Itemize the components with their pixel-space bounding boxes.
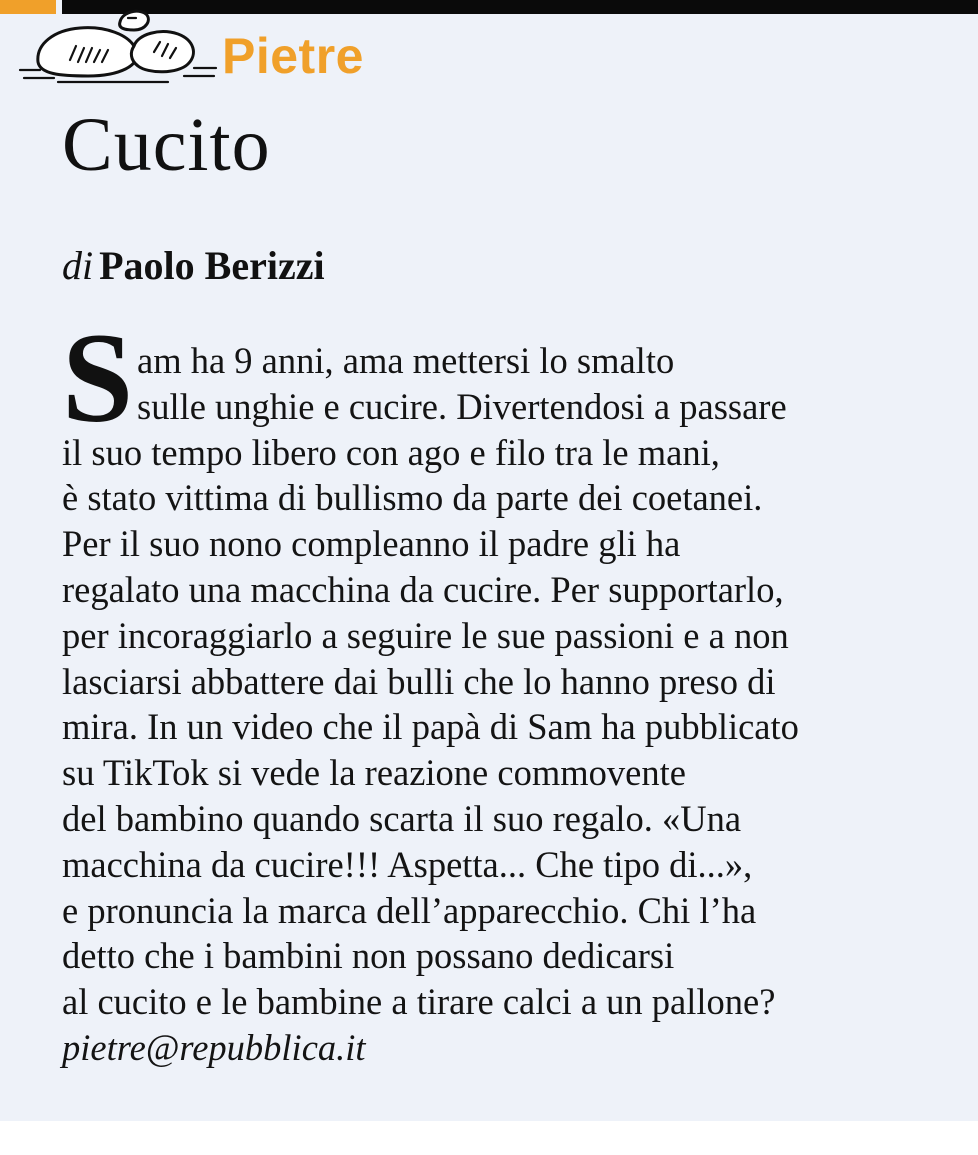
body-line: per incoraggiarlo a seguire le sue passioni e a non — [62, 614, 789, 656]
article-body — [62, 338, 968, 1071]
contact-email-link[interactable]: pietre@repubblica.it — [62, 1026, 366, 1068]
body-line: detto che i bambini non possano dedicarsi — [62, 935, 675, 977]
body-line: e pronuncia la marca dell’apparecchio. Chi l’ha — [62, 889, 757, 931]
body-line: sulle unghie e cucire. Divertendosi a passare — [137, 385, 787, 427]
author-name: Paolo Berizzi — [99, 243, 325, 288]
section-label: Pietre — [222, 28, 364, 84]
stones-icon — [18, 4, 218, 86]
article-headline: Cucito — [62, 103, 271, 187]
body-line: Per il suo nono compleanno il padre gli ha — [62, 523, 681, 565]
body-line: al cucito e le bambine a tirare calci a un pallone? — [62, 981, 776, 1023]
body-line: macchina da cucire!!! Aspetta... Che tipo di...», — [62, 843, 753, 885]
body-line: mira. In un video che il papà di Sam ha pubblicato — [62, 706, 799, 748]
byline — [62, 242, 325, 290]
body-line: regalato una macchina da cucire. Per supportarlo, — [62, 568, 784, 610]
body-line: am ha 9 anni, ama mettersi lo smalto — [137, 340, 675, 381]
body-line: è stato vittima di bullismo da parte dei coetanei. — [62, 477, 763, 519]
body-line: su TikTok si vede la reazione commovente — [62, 752, 686, 794]
body-line: del bambino quando scarta il suo regalo. «Una — [62, 797, 742, 839]
byline-prefix: di — [62, 243, 94, 288]
body-line: lasciarsi abbattere dai bulli che lo hanno preso di — [62, 660, 776, 702]
body-line: il suo tempo libero con ago e filo tra le mani, — [62, 431, 720, 473]
drop-cap: S — [62, 307, 134, 449]
